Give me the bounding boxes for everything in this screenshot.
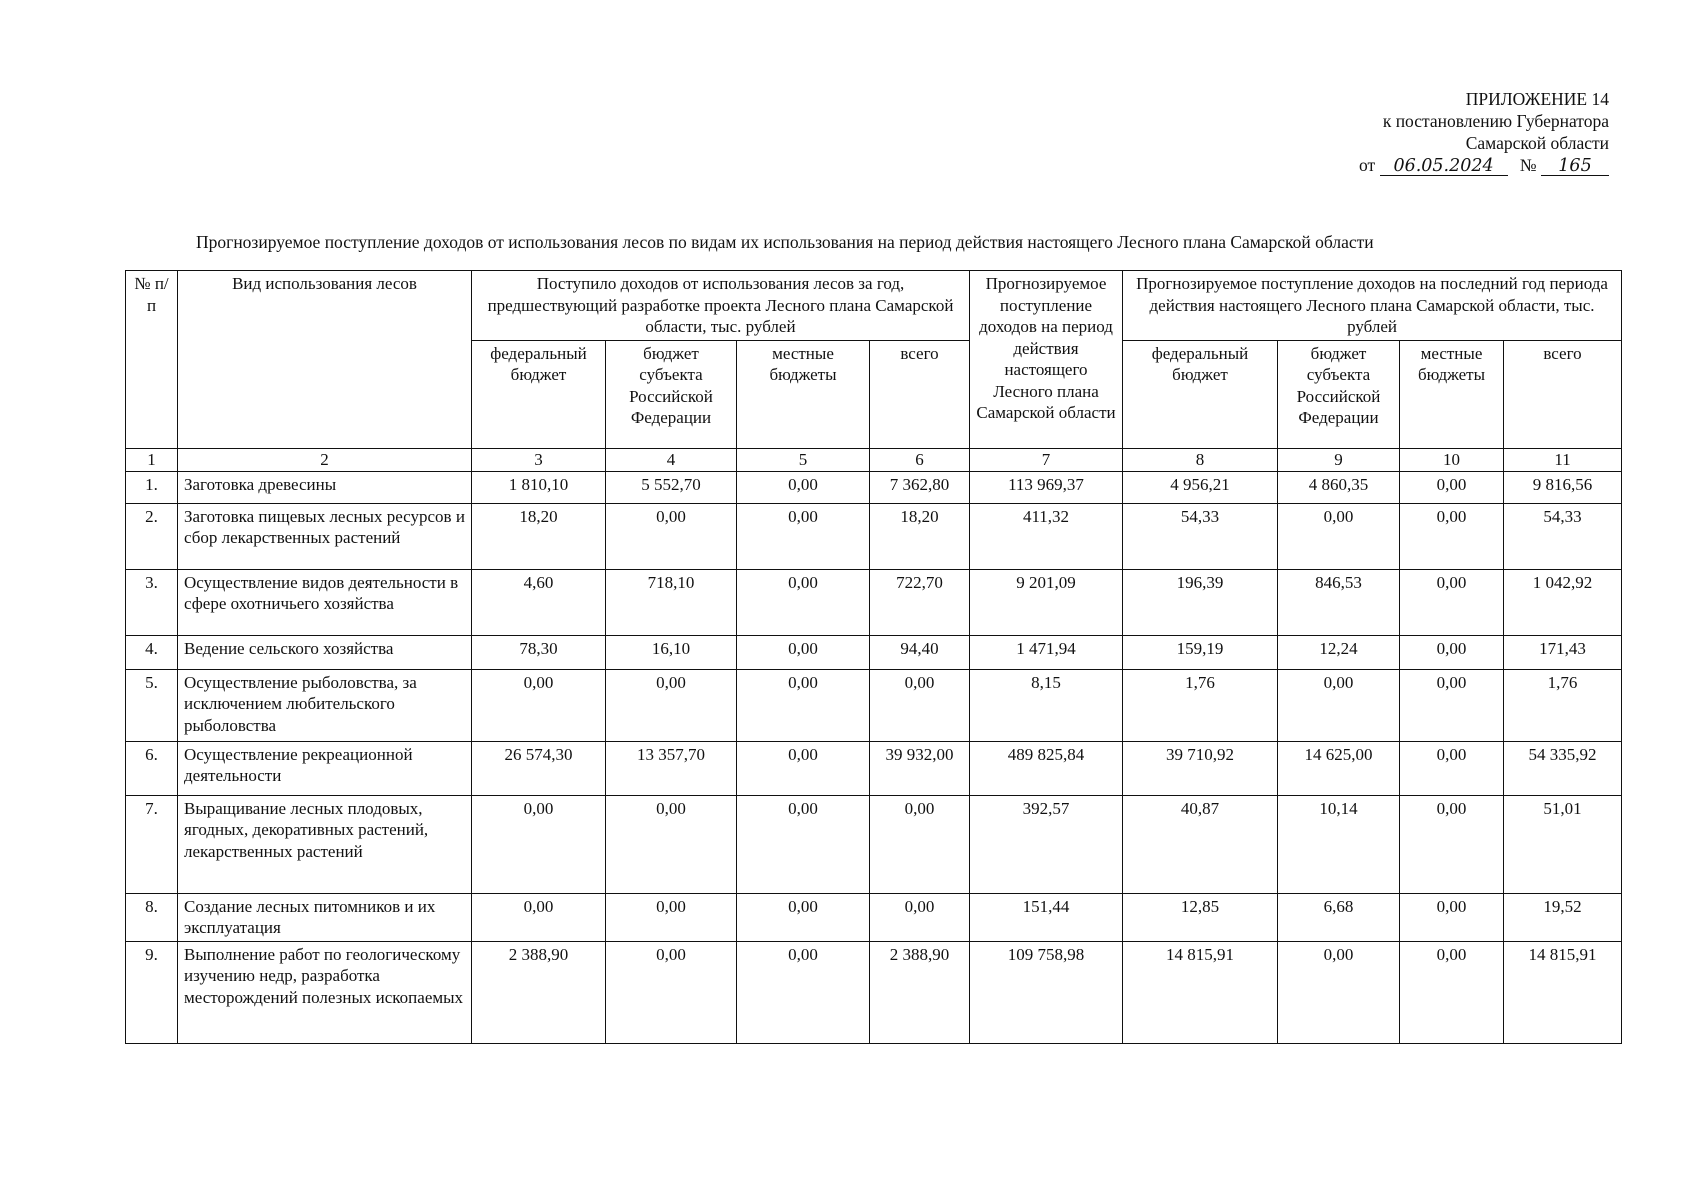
row-number: 2. <box>126 503 178 569</box>
row-value: 4,60 <box>472 569 606 635</box>
row-number: 4. <box>126 635 178 669</box>
table-row <box>126 795 1622 893</box>
row-value: 151,44 <box>970 893 1123 941</box>
row-value: 0,00 <box>606 795 737 893</box>
row-value: 4 860,35 <box>1278 471 1400 503</box>
row-value: 9 816,56 <box>1504 471 1622 503</box>
row-value: 14 625,00 <box>1278 741 1400 795</box>
table-row <box>126 741 1622 795</box>
row-value: 0,00 <box>606 503 737 569</box>
row-number: 1. <box>126 471 178 503</box>
row-value: 159,19 <box>1123 635 1278 669</box>
row-number: 8. <box>126 893 178 941</box>
row-value: 392,57 <box>970 795 1123 893</box>
column-number: 3 <box>472 448 606 471</box>
row-value: 14 815,91 <box>1504 941 1622 1043</box>
column-number: 2 <box>178 448 472 471</box>
row-value: 0,00 <box>737 669 870 741</box>
row-value: 411,32 <box>970 503 1123 569</box>
row-value: 4 956,21 <box>1123 471 1278 503</box>
header-total: всего <box>870 340 970 448</box>
header-type: Вид использования лесов <box>178 271 472 449</box>
table-row <box>126 569 1622 635</box>
row-value: 171,43 <box>1504 635 1622 669</box>
handwritten-number: 165 <box>1541 157 1609 176</box>
row-value: 0,00 <box>870 795 970 893</box>
date-prefix: от <box>1359 155 1376 175</box>
row-usage-type: Выращивание лесных плодовых, ягодных, декоративных растений, лекарственных растений <box>178 795 472 893</box>
row-value: 0,00 <box>737 941 870 1043</box>
row-value: 0,00 <box>1278 669 1400 741</box>
row-number: 6. <box>126 741 178 795</box>
row-value: 6,68 <box>1278 893 1400 941</box>
appendix-title: ПРИЛОЖЕНИЕ 14 <box>1465 89 1609 109</box>
column-number: 5 <box>737 448 870 471</box>
table-row <box>126 669 1622 741</box>
column-number: 1 <box>126 448 178 471</box>
row-value: 1,76 <box>1123 669 1278 741</box>
appendix-line-2: Самарской области <box>1465 133 1609 153</box>
row-value: 8,15 <box>970 669 1123 741</box>
row-value: 78,30 <box>472 635 606 669</box>
row-value: 13 357,70 <box>606 741 737 795</box>
row-value: 0,00 <box>737 503 870 569</box>
column-number: 7 <box>970 448 1123 471</box>
column-number: 11 <box>1504 448 1622 471</box>
row-value: 718,10 <box>606 569 737 635</box>
row-value: 26 574,30 <box>472 741 606 795</box>
row-usage-type: Выполнение работ по геологическому изучению недр, разработка месторождений полезных ископаемых <box>178 941 472 1043</box>
row-value: 0,00 <box>1400 503 1504 569</box>
row-value: 0,00 <box>1400 669 1504 741</box>
header-local: местные бюджеты <box>1400 340 1504 448</box>
row-value: 12,85 <box>1123 893 1278 941</box>
revenue-table <box>125 270 1622 1044</box>
row-value: 0,00 <box>870 669 970 741</box>
column-number: 8 <box>1123 448 1278 471</box>
row-value: 0,00 <box>1400 471 1504 503</box>
table-row <box>126 941 1622 1043</box>
row-value: 54,33 <box>1504 503 1622 569</box>
row-value: 16,10 <box>606 635 737 669</box>
row-value: 0,00 <box>472 795 606 893</box>
row-value: 9 201,09 <box>970 569 1123 635</box>
row-value: 40,87 <box>1123 795 1278 893</box>
row-value: 0,00 <box>737 893 870 941</box>
row-value: 18,20 <box>472 503 606 569</box>
row-value: 54,33 <box>1123 503 1278 569</box>
header-num: № п/п <box>126 271 178 449</box>
row-value: 7 362,80 <box>870 471 970 503</box>
row-usage-type: Осуществление рекреационной деятельности <box>178 741 472 795</box>
appendix-line-1: к постановлению Губернатора <box>1382 111 1609 131</box>
row-value: 0,00 <box>737 471 870 503</box>
row-value: 0,00 <box>1400 941 1504 1043</box>
handwritten-date: 06.05.2024 <box>1380 157 1508 176</box>
header-federal: федеральный бюджет <box>472 340 606 448</box>
row-number: 7. <box>126 795 178 893</box>
row-value: 0,00 <box>472 669 606 741</box>
number-prefix: № <box>1519 155 1537 175</box>
row-value: 109 758,98 <box>970 941 1123 1043</box>
row-number: 3. <box>126 569 178 635</box>
row-value: 1,76 <box>1504 669 1622 741</box>
row-value: 54 335,92 <box>1504 741 1622 795</box>
header-total: всего <box>1504 340 1622 448</box>
table-body <box>126 471 1622 1043</box>
row-value: 1 471,94 <box>970 635 1123 669</box>
row-value: 0,00 <box>606 669 737 741</box>
row-number: 5. <box>126 669 178 741</box>
row-usage-type: Создание лесных питомников и их эксплуатация <box>178 893 472 941</box>
column-number: 4 <box>606 448 737 471</box>
column-number: 9 <box>1278 448 1400 471</box>
row-number: 9. <box>126 941 178 1043</box>
row-value: 0,00 <box>737 795 870 893</box>
row-value: 846,53 <box>1278 569 1400 635</box>
row-value: 0,00 <box>1278 503 1400 569</box>
table-row <box>126 893 1622 941</box>
row-usage-type: Ведение сельского хозяйства <box>178 635 472 669</box>
row-value: 19,52 <box>1504 893 1622 941</box>
row-value: 0,00 <box>737 569 870 635</box>
appendix-header <box>1359 88 1609 176</box>
row-value: 1 042,92 <box>1504 569 1622 635</box>
header-subject: бюджет субъекта Российской Федерации <box>606 340 737 448</box>
appendix-date-line <box>1359 154 1609 176</box>
row-value: 0,00 <box>1278 941 1400 1043</box>
row-value: 0,00 <box>1400 795 1504 893</box>
row-value: 0,00 <box>737 635 870 669</box>
table-row <box>126 635 1622 669</box>
row-usage-type: Осуществление рыболовства, за исключением любительского рыболовства <box>178 669 472 741</box>
header-subject: бюджет субъекта Российской Федерации <box>1278 340 1400 448</box>
header-forecast-last-group: Прогнозируемое поступление доходов на последний год периода действия настоящего Лесного плана Самарской области, тыс. рублей <box>1123 271 1622 341</box>
header-received-group: Поступило доходов от использования лесов за год, предшествующий разработке проекта Лесного плана Самарской области, тыс. рублей <box>472 271 970 341</box>
row-value: 39 710,92 <box>1123 741 1278 795</box>
row-value: 14 815,91 <box>1123 941 1278 1043</box>
row-value: 18,20 <box>870 503 970 569</box>
row-value: 94,40 <box>870 635 970 669</box>
row-value: 51,01 <box>1504 795 1622 893</box>
header-row-1 <box>126 271 1622 341</box>
header-forecast-period: Прогнозируемое поступление доходов на период действия настоящего Лесного плана Самарской области <box>970 271 1123 449</box>
row-value: 0,00 <box>1400 635 1504 669</box>
document-title: Прогнозируемое поступление доходов от использования лесов по видам их использования на период действия настоящего Лесного плана Самарской области <box>196 232 1374 252</box>
row-value: 0,00 <box>606 941 737 1043</box>
row-value: 0,00 <box>737 741 870 795</box>
row-value: 1 810,10 <box>472 471 606 503</box>
column-numbers-row <box>126 448 1622 471</box>
row-value: 0,00 <box>472 893 606 941</box>
row-usage-type: Осуществление видов деятельности в сфере охотничьего хозяйства <box>178 569 472 635</box>
row-value: 0,00 <box>1400 893 1504 941</box>
row-value: 2 388,90 <box>472 941 606 1043</box>
header-federal: федеральный бюджет <box>1123 340 1278 448</box>
column-number: 10 <box>1400 448 1504 471</box>
table-row <box>126 503 1622 569</box>
row-value: 12,24 <box>1278 635 1400 669</box>
header-local: местные бюджеты <box>737 340 870 448</box>
row-value: 0,00 <box>1400 741 1504 795</box>
row-usage-type: Заготовка пищевых лесных ресурсов и сбор лекарственных растений <box>178 503 472 569</box>
row-value: 722,70 <box>870 569 970 635</box>
row-value: 10,14 <box>1278 795 1400 893</box>
column-number: 6 <box>870 448 970 471</box>
table-row <box>126 471 1622 503</box>
row-value: 0,00 <box>1400 569 1504 635</box>
row-usage-type: Заготовка древесины <box>178 471 472 503</box>
row-value: 196,39 <box>1123 569 1278 635</box>
row-value: 5 552,70 <box>606 471 737 503</box>
row-value: 2 388,90 <box>870 941 970 1043</box>
row-value: 489 825,84 <box>970 741 1123 795</box>
row-value: 39 932,00 <box>870 741 970 795</box>
row-value: 113 969,37 <box>970 471 1123 503</box>
row-value: 0,00 <box>606 893 737 941</box>
row-value: 0,00 <box>870 893 970 941</box>
